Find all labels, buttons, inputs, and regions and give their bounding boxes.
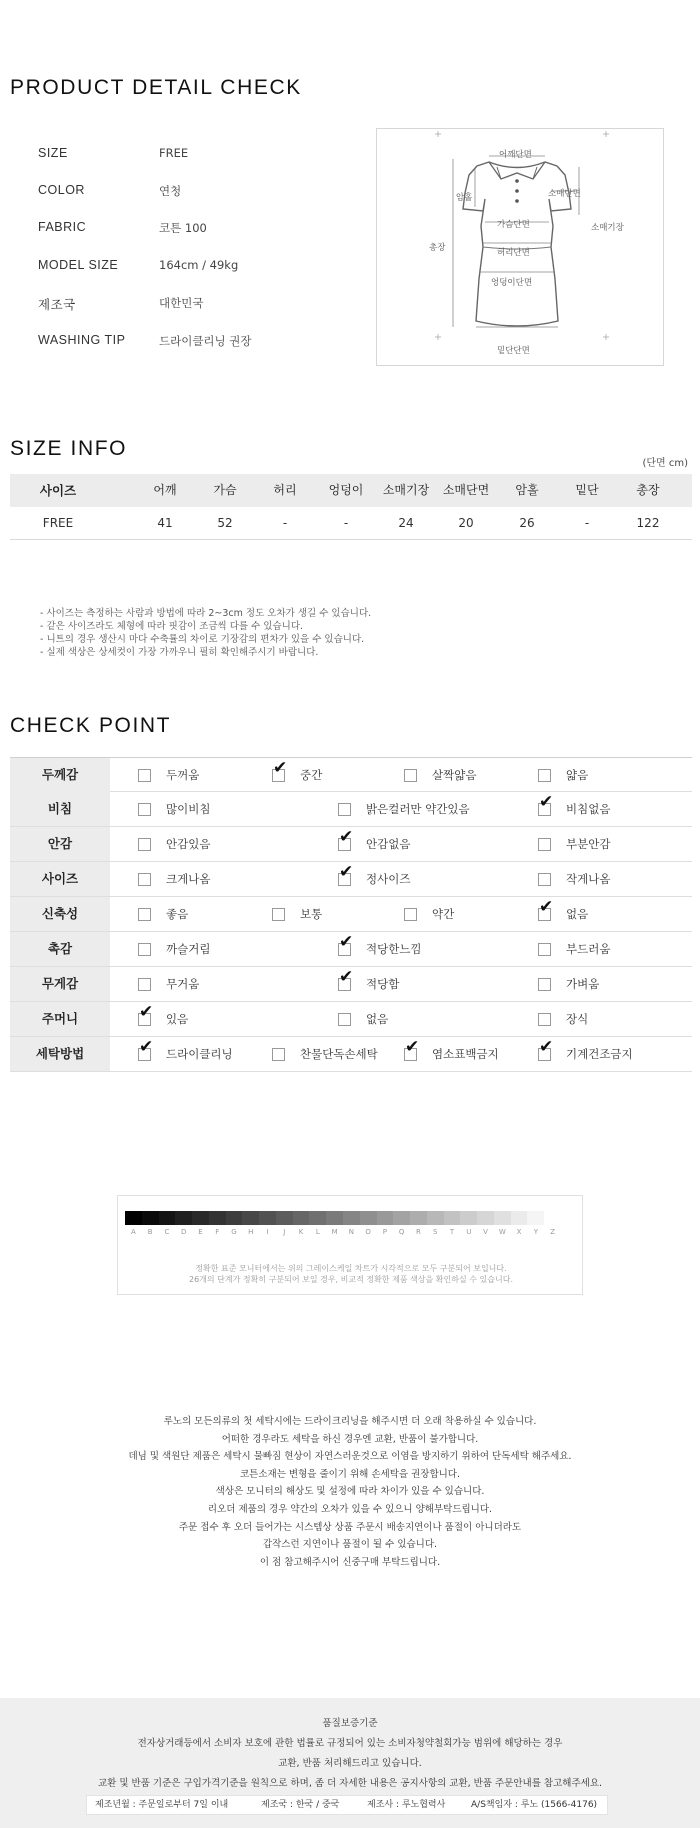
- check-row-label: 사이즈: [10, 862, 110, 896]
- check-row-label: 무게감: [10, 967, 110, 1001]
- grayscale-step-letter: D: [180, 1228, 187, 1236]
- size-info-title: SIZE INFO: [10, 437, 128, 460]
- diagram-label-hem: 밑단단면: [497, 346, 530, 356]
- size-cell: -: [343, 516, 349, 530]
- quality-guarantee-footer: [0, 1698, 700, 1828]
- grayscale-step: [226, 1211, 243, 1225]
- size-unit-note: (단면 cm): [642, 458, 688, 469]
- check-option-label: 드라이클리닝: [166, 1047, 233, 1061]
- detail-label: FABRIC: [38, 220, 87, 234]
- care-line: 어떠한 경우라도 세탁을 하신 경우엔 교환, 반품이 불가합니다.: [221, 1433, 479, 1445]
- grayscale-step: [242, 1211, 259, 1225]
- grayscale-step-letter: J: [283, 1228, 286, 1236]
- check-option-label: 적당함: [366, 977, 400, 991]
- footer-manufacturer: 제조사 : 루노협력사: [367, 1800, 446, 1810]
- size-header-cell: 가슴: [213, 483, 237, 497]
- detail-row-fabric: [38, 220, 338, 240]
- garment-measurement-diagram: [376, 128, 664, 366]
- checkbox-unchecked[interactable]: [538, 838, 551, 851]
- detail-row-size: [38, 146, 338, 166]
- footer-line: 전자상거래등에서 소비자 보호에 관한 법률로 규정되어 있는 소비자청약철회가능 범위에 해당하는 경우: [137, 1738, 563, 1749]
- grayscale-step-letter: G: [231, 1228, 237, 1236]
- checkmark-icon: ✔: [339, 862, 354, 882]
- grayscale-step-letter: U: [466, 1228, 472, 1236]
- checkbox-unchecked[interactable]: [538, 769, 551, 782]
- check-option-label: 두꺼움: [166, 768, 200, 782]
- checkbox-unchecked[interactable]: [538, 978, 551, 991]
- check-option-label: 작게나옴: [566, 872, 611, 886]
- footer-title: 품질보증기준: [322, 1718, 378, 1729]
- grayscale-step: [142, 1211, 159, 1225]
- grayscale-step-letter: M: [331, 1228, 338, 1236]
- check-row-label: 비침: [10, 792, 110, 826]
- detail-label: COLOR: [38, 183, 85, 197]
- size-note: - 같은 사이즈라도 체형에 따라 핏감이 조금씩 다를 수 있습니다.: [40, 621, 304, 632]
- detail-value: 연청: [159, 184, 182, 198]
- diagram-label-waist: 허리단면: [497, 248, 530, 258]
- detail-label: SIZE: [38, 146, 68, 160]
- detail-row-model-size: [38, 258, 338, 278]
- detail-value: 드라이클리닝 권장: [159, 334, 252, 348]
- size-table-row: [10, 507, 692, 540]
- check-option-label: 밝은컬러만 약간있음: [366, 802, 470, 816]
- care-line: 갑작스런 지연이나 품절이 될 수 있습니다.: [262, 1539, 438, 1551]
- detail-label: MODEL SIZE: [38, 258, 119, 272]
- grayscale-step: [309, 1211, 326, 1225]
- check-option-label: 있음: [166, 1012, 189, 1026]
- grayscale-step-letter: I: [266, 1228, 269, 1236]
- grayscale-note-line: 26개의 단계가 정확히 구분되어 보일 경우, 비교적 정확한 제품 색상을 확인하실 수 있습니다.: [189, 1275, 513, 1284]
- grayscale-step-letter: E: [198, 1228, 203, 1236]
- check-option-label: 없음: [366, 1012, 389, 1026]
- check-option-label: 안감없음: [366, 837, 411, 851]
- size-cell: 20: [458, 516, 474, 530]
- checkbox-unchecked[interactable]: [138, 908, 151, 921]
- grayscale-step-letter: T: [449, 1228, 455, 1236]
- check-option-label: 무거움: [166, 977, 200, 991]
- care-line: 이 점 참고해주시어 신중구매 부탁드립니다.: [259, 1556, 441, 1568]
- check-row-label: 주머니: [10, 1002, 110, 1036]
- check-option-label: 좋음: [166, 907, 189, 921]
- checkbox-unchecked[interactable]: [138, 803, 151, 816]
- checkmark-icon: ✔: [339, 932, 354, 952]
- size-cell: 52: [217, 516, 233, 530]
- check-row-label: 촉감: [10, 932, 110, 966]
- grayscale-step-letter: A: [130, 1228, 136, 1236]
- size-header-cell: 소매기장: [382, 483, 430, 497]
- check-option-label: 크게나옴: [166, 872, 211, 886]
- check-option-label: 보통: [300, 907, 323, 921]
- diagram-label-sleeve-width: 소매단면: [548, 189, 581, 199]
- grayscale-step: [444, 1211, 461, 1225]
- size-note: - 실제 색상은 상세컷이 가장 가까우니 필히 확인해주시기 바랍니다.: [40, 647, 319, 658]
- detail-value: FREE: [159, 146, 189, 160]
- check-row-label: 안감: [10, 827, 110, 861]
- checkmark-icon: ✔: [539, 792, 554, 812]
- grayscale-step-letter: C: [164, 1228, 170, 1236]
- size-cell: 122: [636, 516, 660, 530]
- size-header-cell: 사이즈: [39, 483, 77, 498]
- care-line: 색상은 모니터의 해상도 및 설정에 따라 차이가 있을 수 있습니다.: [215, 1486, 485, 1498]
- size-notes: [40, 607, 371, 659]
- checkmark-icon: ✔: [139, 1037, 154, 1057]
- checkmark-icon: ✔: [539, 897, 554, 917]
- checkbox-unchecked[interactable]: [404, 908, 417, 921]
- grayscale-step: [360, 1211, 377, 1225]
- size-header-cell: 총장: [636, 483, 660, 497]
- grayscale-step: [544, 1211, 561, 1225]
- checkbox-unchecked[interactable]: [538, 873, 551, 886]
- check-option-label: 적당한느낌: [366, 942, 422, 956]
- check-option-label: 없음: [566, 907, 589, 921]
- check-option-label: 비침없음: [566, 802, 611, 816]
- size-cell: 26: [519, 516, 535, 530]
- check-row: [10, 1037, 692, 1072]
- checkbox-unchecked[interactable]: [138, 943, 151, 956]
- footer-manufacture-date: 제조년월 : 주문일로부터 7일 이내: [95, 1800, 229, 1810]
- checkbox-unchecked[interactable]: [538, 943, 551, 956]
- grayscale-step-letter: H: [248, 1228, 254, 1236]
- checkmark-icon: ✔: [339, 827, 354, 847]
- checkmark-icon: ✔: [339, 967, 354, 987]
- grayscale-step-letter: S: [432, 1228, 438, 1236]
- check-row: [10, 897, 692, 932]
- diagram-label-total-length: 총장: [429, 243, 446, 253]
- checkbox-unchecked[interactable]: [138, 873, 151, 886]
- grayscale-chart: [117, 1195, 583, 1295]
- grayscale-step-letter: R: [416, 1228, 421, 1236]
- grayscale-step: [125, 1211, 142, 1225]
- grayscale-step: [293, 1211, 310, 1225]
- grayscale-step: [343, 1211, 360, 1225]
- check-row-label: 신축성: [10, 897, 110, 931]
- grayscale-step: [259, 1211, 276, 1225]
- check-option-label: 중간: [300, 768, 323, 782]
- grayscale-step-letter: X: [516, 1228, 522, 1236]
- check-option-label: 정사이즈: [366, 872, 411, 886]
- grayscale-step: [175, 1211, 192, 1225]
- grayscale-step: [511, 1211, 528, 1225]
- care-line: 리오더 제품의 경우 약간의 오차가 있을 수 있으니 양해부탁드립니다.: [207, 1503, 493, 1515]
- check-option-label: 찬물단독손세탁: [300, 1047, 378, 1061]
- size-header-cell: 밑단: [575, 483, 599, 497]
- grayscale-step-letter: Q: [398, 1228, 405, 1236]
- grayscale-step: [460, 1211, 477, 1225]
- check-row: [10, 827, 692, 862]
- grayscale-step-letter: K: [298, 1228, 304, 1236]
- size-header-cell: 엉덩이: [328, 483, 364, 497]
- diagram-label-armhole: 암홀: [456, 193, 473, 203]
- grayscale-step: [326, 1211, 343, 1225]
- check-row-label: 세탁방법: [10, 1037, 110, 1071]
- check-row: [10, 792, 692, 827]
- checkmark-icon: ✔: [405, 1037, 420, 1057]
- grayscale-step: [209, 1211, 226, 1225]
- check-option-label: 약간: [432, 907, 455, 921]
- check-row-label: 두께감: [10, 758, 110, 792]
- grayscale-step-letter: O: [365, 1228, 371, 1236]
- size-cell: 24: [398, 516, 414, 530]
- check-row: [10, 862, 692, 897]
- check-option-label: 많이비침: [166, 802, 211, 816]
- size-cell: -: [282, 516, 288, 530]
- checkmark-icon: ✔: [273, 758, 288, 778]
- grayscale-step: [477, 1211, 494, 1225]
- grayscale-step: [377, 1211, 394, 1225]
- check-option-label: 부분안감: [566, 837, 611, 851]
- size-header-cell: 소매단면: [442, 483, 490, 497]
- detail-row-washing-tip: [38, 333, 338, 353]
- checkbox-unchecked[interactable]: [138, 838, 151, 851]
- grayscale-step-letter: V: [483, 1228, 488, 1236]
- size-header-cell: 암홀: [515, 483, 539, 497]
- detail-value: 대한민국: [159, 296, 204, 310]
- checkbox-unchecked[interactable]: [272, 908, 285, 921]
- grayscale-step: [192, 1211, 209, 1225]
- footer-info-box: [86, 1795, 608, 1815]
- check-option-label: 부드러움: [566, 942, 611, 956]
- check-row: [10, 757, 692, 792]
- diagram-label-chest: 가슴단면: [497, 220, 530, 230]
- detail-value: 코튼 100: [159, 221, 207, 235]
- diagram-label-hip: 엉덩이단면: [491, 278, 533, 288]
- grayscale-step: [410, 1211, 427, 1225]
- detail-value: 164cm / 49kg: [159, 258, 239, 272]
- check-point-title: CHECK POINT: [10, 714, 172, 737]
- checkbox-unchecked[interactable]: [138, 769, 151, 782]
- size-table-header: [10, 474, 692, 507]
- detail-row-origin: [38, 295, 338, 315]
- grayscale-step: [494, 1211, 511, 1225]
- grayscale-step: [427, 1211, 444, 1225]
- care-line: 주문 접수 후 오더 들어가는 시스템상 상품 주문시 배송지연이나 품절이 아니더라도: [178, 1521, 522, 1533]
- grayscale-step-letter: L: [315, 1228, 320, 1236]
- check-option-label: 장식: [566, 1012, 589, 1026]
- detail-label: WASHING TIP: [38, 333, 126, 347]
- check-option-label: 가벼움: [566, 977, 600, 991]
- size-cell: 41: [157, 516, 173, 530]
- detail-row-color: [38, 183, 338, 203]
- check-option-label: 염소표백금지: [432, 1047, 499, 1061]
- care-line: 코튼소재는 변형을 줄이기 위해 손세탁을 권장합니다.: [239, 1468, 460, 1480]
- check-row: [10, 1002, 692, 1037]
- checkmark-icon: ✔: [539, 1037, 554, 1057]
- check-option-label: 안감있음: [166, 837, 211, 851]
- checkmark-icon: ✔: [139, 1002, 154, 1022]
- footer-as-contact: A/S책임자 : 루노 (1566-4176): [471, 1800, 598, 1810]
- diagram-label-shoulder: 어깨단면: [499, 150, 532, 160]
- check-point-table: [10, 757, 692, 1072]
- checkbox-unchecked[interactable]: [538, 1013, 551, 1026]
- grayscale-step: [276, 1211, 293, 1225]
- size-header-cell: 허리: [273, 483, 297, 497]
- checkbox-unchecked[interactable]: [338, 803, 351, 816]
- checkbox-unchecked[interactable]: [338, 1013, 351, 1026]
- size-note: - 니트의 경우 생산시 마다 수축률의 차이로 기장감의 편차가 있을 수 있습니다.: [40, 634, 365, 645]
- footer-line: 교환 및 반품 기준은 구입가격기준을 원칙으로 하며, 좀 더 자세한 내용은 공지사항의 교환, 반품 주문안내를 참고해주세요.: [97, 1778, 603, 1789]
- check-row: [10, 932, 692, 967]
- check-row: [10, 967, 692, 1002]
- grayscale-step: [159, 1211, 176, 1225]
- diagram-label-sleeve-length: 소매기장: [591, 223, 624, 233]
- grayscale-step: [393, 1211, 410, 1225]
- grayscale-step-letter: B: [147, 1228, 153, 1236]
- size-cell: -: [584, 516, 590, 530]
- grayscale-step-letter: Z: [550, 1228, 555, 1236]
- grayscale-step-letter: Y: [533, 1228, 538, 1236]
- size-cell: FREE: [42, 516, 74, 530]
- grayscale-note: [118, 1263, 584, 1285]
- product-detail-title: PRODUCT DETAIL CHECK: [10, 76, 302, 99]
- grayscale-step-letter: P: [382, 1228, 388, 1236]
- size-header-cell: 어깨: [153, 483, 177, 497]
- checkbox-unchecked[interactable]: [404, 769, 417, 782]
- care-line: 루노의 모든의류의 첫 세탁시에는 드라이크리닝을 해주시면 더 오래 착용하실 수 있습니다.: [163, 1416, 537, 1427]
- footer-origin: 제조국 : 한국 / 중국: [261, 1800, 340, 1810]
- care-line: 데님 및 색원단 제품은 세탁시 물빠짐 현상이 자연스러운것으로 이염을 방지하기 위하여 단독세탁 해주세요.: [128, 1451, 572, 1463]
- check-option-label: 까슬거림: [166, 942, 211, 956]
- check-option-label: 기계건조금지: [566, 1047, 633, 1061]
- care-notice: [0, 1413, 700, 1571]
- grayscale-note-line: 정확한 표준 모니터에서는 위의 그레이스케일 차트가 시각적으로 모두 구분되어 보입니다.: [195, 1264, 507, 1273]
- check-option-label: 얇음: [566, 768, 589, 782]
- size-note: - 사이즈는 측정하는 사람과 방법에 따라 2~3cm 정도 오차가 생길 수 있습니다.: [40, 608, 372, 619]
- checkbox-unchecked[interactable]: [138, 978, 151, 991]
- grayscale-step-letter: N: [348, 1228, 354, 1236]
- detail-label: 제조국: [38, 298, 76, 312]
- grayscale-step-letter: W: [498, 1228, 506, 1236]
- footer-line: 교환, 반품 처리해드리고 있습니다.: [278, 1758, 422, 1769]
- grayscale-step-letter: F: [215, 1228, 220, 1236]
- grayscale-step: [527, 1211, 544, 1225]
- checkbox-unchecked[interactable]: [272, 1048, 285, 1061]
- grayscale-strip: [125, 1211, 561, 1225]
- check-option-label: 살짝얇음: [432, 768, 477, 782]
